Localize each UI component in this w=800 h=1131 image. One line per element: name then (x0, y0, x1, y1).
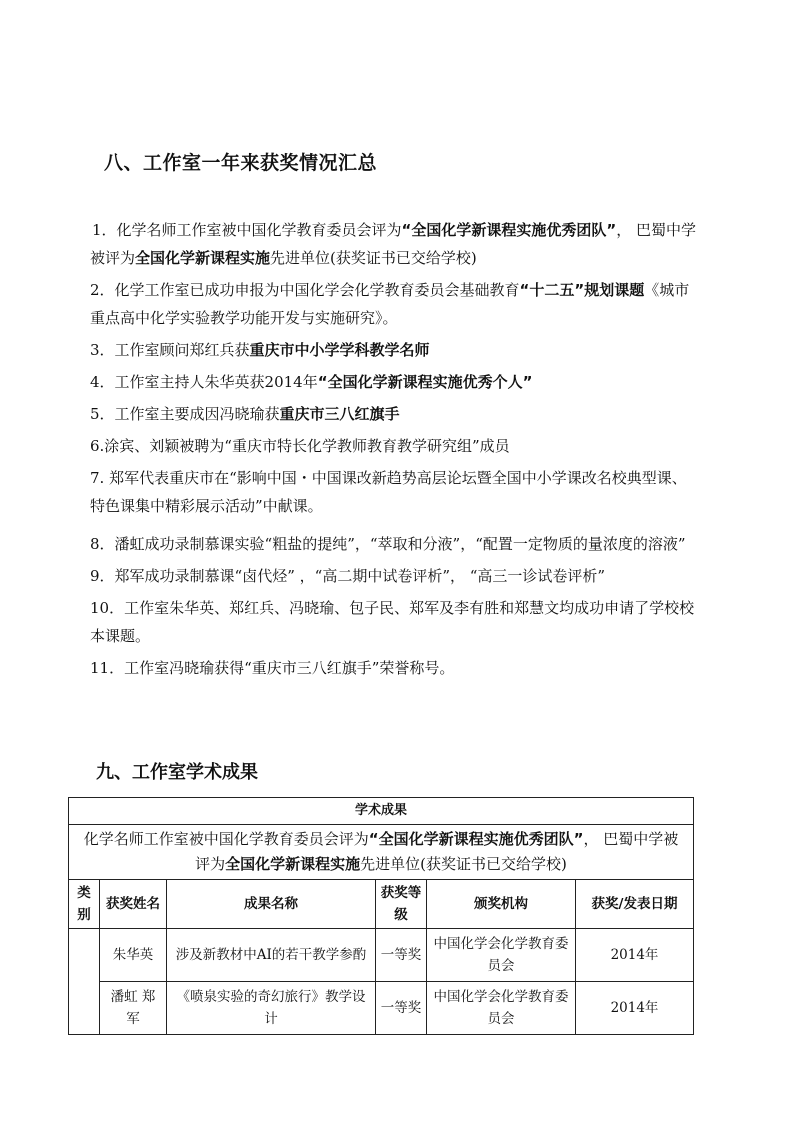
cell-name: 潘虹 郑军 (100, 982, 167, 1035)
award-item-8: 8．潘虹成功录制慕课实验“粗盐的提纯”，“萃取和分液”，“配置一定物质的量浓度的溶液” (90, 535, 686, 553)
cell-title: 涉及新教材中AI的若干教学参酌 (167, 929, 376, 982)
award-item-10: 10．工作室朱华英、郑红兵、冯晓瑜、包子民、郑军及李有胜和郑慧文均成功申请了学校校本课题。 (90, 599, 695, 645)
award-item-5: 5．工作室主要成因冯晓瑜获重庆市三八红旗手 (90, 405, 400, 423)
header-level: 获奖等级 (376, 880, 427, 929)
award-item-1: 1．化学名师工作室被中国化学教育委员会评为“全国化学新课程实施优秀团队”， 巴蜀中学被评为全国化学新课程实施先进单位(获奖证书已交给学校) (90, 221, 697, 267)
cell-date: 2014年 (576, 929, 694, 982)
award-item-6: 6.涂宾、刘颖被聘为“重庆市特长化学教师教育教学研究组”成员 (90, 437, 510, 455)
header-title: 成果名称 (167, 880, 376, 929)
header-date: 获奖/发表日期 (576, 880, 694, 929)
section-9-heading: 九、工作室学术成果 (96, 762, 258, 783)
award-item-2: 2．化学工作室已成功申报为中国化学会化学教育委员会基础教育“十二五”规划课题《城市重点高中化学实验教学功能开发与实施研究》。 (90, 281, 690, 327)
award-item-3: 3．工作室顾问郑红兵获重庆市中小学学科教学名师 (90, 341, 430, 359)
award-item-4: 4．工作室主持人朱华英获2014年“全国化学新课程实施优秀个人” (90, 373, 533, 391)
cell-name: 朱华英 (100, 929, 167, 982)
table-row (69, 929, 694, 982)
table-caption: 学术成果 (69, 798, 694, 825)
award-item-7: 7. 郑军代表重庆市在“影响中国・中国课改新趋势高层论坛暨全国中小学课改名校典型课、特色课集中精彩展示活动”中献课。 (90, 469, 687, 515)
table-header-row (69, 880, 694, 929)
award-item-11: 11．工作室冯晓瑜获得“重庆市三八红旗手”荣誉称号。 (90, 659, 455, 677)
cell-category (69, 929, 100, 1035)
header-org: 颁奖机构 (427, 880, 576, 929)
section-8-heading: 八、工作室一年来获奖情况汇总 (104, 152, 378, 174)
table-row (69, 982, 694, 1035)
cell-date: 2014年 (576, 982, 694, 1035)
award-list (90, 216, 698, 682)
cell-org: 中国化学会化学教育委员会 (427, 982, 576, 1035)
cell-org: 中国化学会化学教育委员会 (427, 929, 576, 982)
cell-level: 一等奖 (376, 929, 427, 982)
award-item-9: 9．郑军成功录制慕课“卤代烃” ，“高二期中试卷评析”， “高三一诊试卷评析” (90, 567, 606, 585)
table-summary: 化学名师工作室被中国化学教育委员会评为“全国化学新课程实施优秀团队”， 巴蜀中学被评为全国化学新课程实施先进单位(获奖证书已交给学校) (69, 825, 694, 880)
cell-title: 《喷泉实验的奇幻旅行》教学设计 (167, 982, 376, 1035)
academic-results-table (68, 797, 694, 1035)
header-category: 类别 (69, 880, 100, 929)
header-name: 获奖姓名 (100, 880, 167, 929)
cell-level: 一等奖 (376, 982, 427, 1035)
